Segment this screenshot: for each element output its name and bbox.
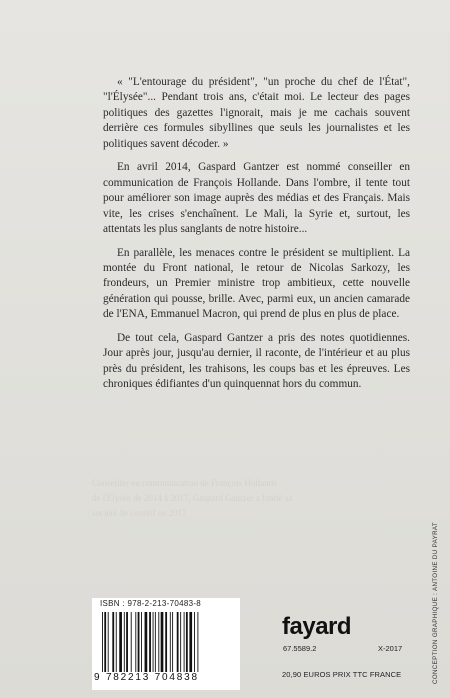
barcode-digits: 9 782213 704838 [94, 672, 199, 683]
blurb-paragraph-2: En avril 2014, Gaspard Gantzer est nommé conseiller en communication de François Hollande. Dans l'ombre, il tente tout pour améliorer son image auprès des médias et des Français. Mais vite, les crises s'enchaînent. Le Mali, la Syrie et, surtout, les attentats les plus sanglants de notre histoire... [103, 161, 410, 236]
blurb-paragraph-3: En parallèle, les menaces contre le président se multiplient. La montée du Front national, le retour de Nicolas Sarkozy, les frondeurs, un Premier ministre trop ambitieux, cette nouvelle génération qui pousse, brille. Avec, parmi eux, un ancien camarade de l'ENA, Emmanuel Macron, qui prend de plus en plus de place. [103, 246, 410, 321]
publisher-code: 67.5589.2 [283, 644, 317, 653]
edition-code: X-2017 [378, 644, 403, 653]
blurb-quote-paragraph: « "L'entourage du président", "un proche du chef de l'État", "l'Élysée"... Pendant trois ans, c'était moi. Le lecteur des pages politiques des gazettes l'ignorait, mais je me cachais souvent derrière ces formules sibyllines que seuls les journalistes et les politiques savent décoder. » [103, 76, 410, 150]
back-cover-blurb [103, 75, 410, 401]
isbn-label: ISBN : 978-2-213-70483-8 [100, 599, 202, 608]
barcode-icon [100, 612, 236, 672]
price-label: 20,90 EUROS PRIX TTC FRANCE [282, 670, 402, 679]
blurb-paragraph-4: De tout cela, Gaspard Gantzer a pris des notes quotidiennes. Jour après jour, jusqu'au dernier, il raconte, de l'intérieur et au plus près du président, les trahisons, les coups bas et les épreuves. Les chroniques édifiantes d'un quinquennat hors du commun. [103, 331, 410, 391]
publisher-logo: fayard [282, 613, 352, 640]
design-credit: CONCEPTION GRAPHIQUE : ANTOINE DU PAYRAT [432, 521, 439, 684]
faded-bleed-through-text: Conseiller en communication de François Hollande de l'Élysée de 2014 à 2017, Gaspard Gantzer a fondé sa société de conseil en 2017 [92, 478, 293, 518]
